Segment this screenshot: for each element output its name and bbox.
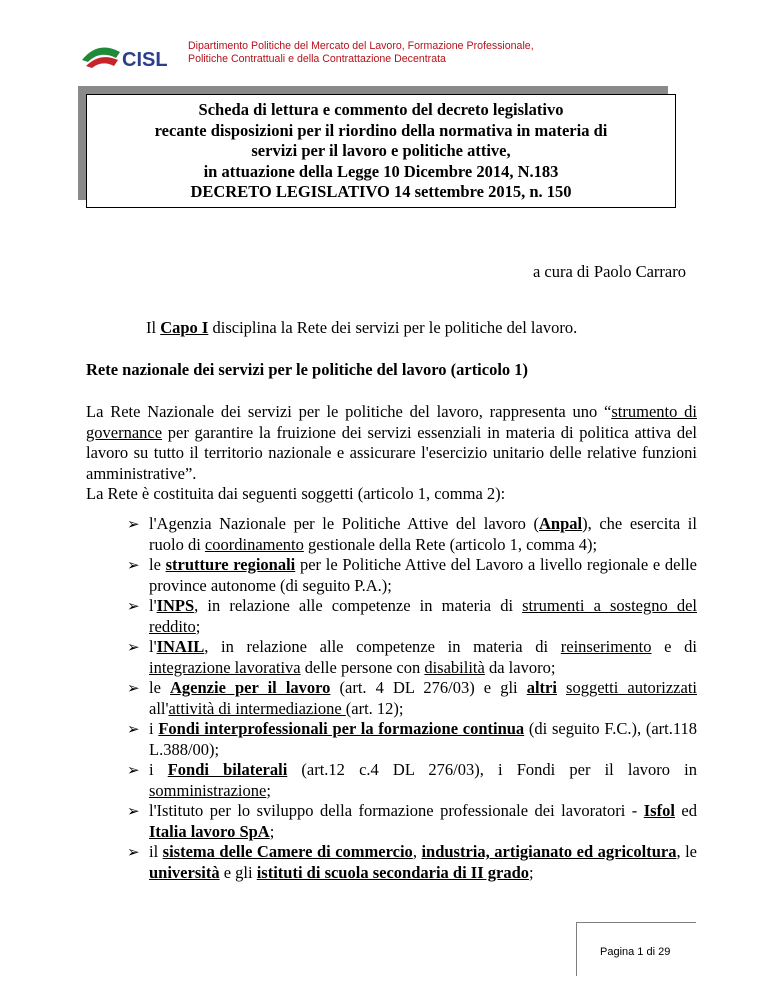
author-line: a cura di Paolo Carraro xyxy=(532,262,686,281)
list-item: ➢ le strutture regionali per le Politiche Attive del Lavoro a livello regionale e delle province autonome (di seguito P.A.); xyxy=(127,555,697,595)
title-line-4: in attuazione della Legge 10 Dicembre 2014, N.183 xyxy=(203,161,559,181)
capo-label: Capo I xyxy=(160,318,209,337)
paragraph-rete xyxy=(86,402,697,484)
title-line-1: Scheda di lettura e commento del decreto legislativo xyxy=(198,100,564,119)
title-box xyxy=(86,94,676,208)
department-line-1: Dipartimento Politiche del Mercato del Lavoro, Formazione Professionale, xyxy=(188,40,534,52)
arrow-bullet-icon: ➢ xyxy=(127,843,140,861)
intro-prefix: Il xyxy=(146,318,161,337)
list-item: ➢ l'Agenzia Nazionale per le Politiche Attive del lavoro (Anpal), che esercita il ruolo di coordinamento gestionale della Rete (articolo 1, comma 4); xyxy=(127,514,697,554)
para-text-2: per garantire la fruizione dei servizi essenziali in materia di politica attiva del lavoro su tutto il territorio nazionale e assicurare l'esercizio unitario delle relative funzioni amministrative”. xyxy=(86,422,697,483)
list-item: ➢ l'INPS, in relazione alle competenze in materia di strumenti a sostegno del reddito; xyxy=(127,596,698,636)
list-item: ➢ i Fondi interprofessionali per la formazione continua (di seguito F.C.), (art.118 L.388/00); xyxy=(127,719,697,759)
arrow-bullet-icon: ➢ xyxy=(127,761,140,779)
list-item: ➢ il sistema delle Camere di commercio, industria, artigianato ed agricoltura, le università e gli istituti di scuola secondaria di II grado; xyxy=(127,842,697,882)
arrow-bullet-icon: ➢ xyxy=(127,720,140,738)
para-governance: strumento di governance xyxy=(86,402,697,442)
list-item: ➢ le Agenzie per il lavoro (art. 4 DL 276/03) e gli altri soggetti autorizzati all'attività di intermediazione (art. 12); xyxy=(127,678,697,718)
intro-line xyxy=(146,318,706,339)
arrow-bullet-icon: ➢ xyxy=(127,597,140,615)
title-line-3: servizi per il lavoro e politiche attive, xyxy=(251,141,511,160)
list-item: ➢ l'INAIL, in relazione alle competenze in materia di reinserimento e di integrazione lavorativa delle persone con disabilità da lavoro; xyxy=(127,637,697,677)
soggetti-list xyxy=(127,514,697,883)
page-number: Pagina 1 di 29 xyxy=(600,946,671,958)
arrow-bullet-icon: ➢ xyxy=(127,679,140,697)
list-item: ➢ i Fondi bilaterali (art.12 c.4 DL 276/03), i Fondi per il lavoro in somministrazione; xyxy=(127,760,697,800)
section-title: Rete nazionale dei servizi per le politiche del lavoro (articolo 1) xyxy=(86,360,529,379)
rete-intro: La Rete è costituita dai seguenti soggetti (articolo 1, comma 2): xyxy=(86,484,506,503)
department-line-2: Politiche Contrattuali e della Contrattazione Decentrata xyxy=(188,53,446,65)
arrow-bullet-icon: ➢ xyxy=(127,556,140,574)
title-line-2: recante disposizioni per il riordino della normativa in materia di xyxy=(154,120,608,140)
cisl-logo xyxy=(78,38,178,74)
arrow-bullet-icon: ➢ xyxy=(127,802,140,820)
department-header xyxy=(188,40,534,66)
logo-text: CISL xyxy=(122,49,168,71)
arrow-bullet-icon: ➢ xyxy=(127,515,140,533)
list-item: ➢ l'Istituto per lo sviluppo della formazione professionale dei lavoratori - Isfol ed Italia lavoro SpA; xyxy=(127,801,697,841)
para-text-1: La Rete Nazionale dei servizi per le politiche del lavoro, rappresenta uno “ xyxy=(86,402,612,421)
title-line-5: DECRETO LEGISLATIVO 14 settembre 2015, n. 150 xyxy=(190,182,572,201)
intro-suffix: disciplina la Rete dei servizi per le politiche del lavoro. xyxy=(208,318,578,337)
arrow-bullet-icon: ➢ xyxy=(127,638,140,656)
